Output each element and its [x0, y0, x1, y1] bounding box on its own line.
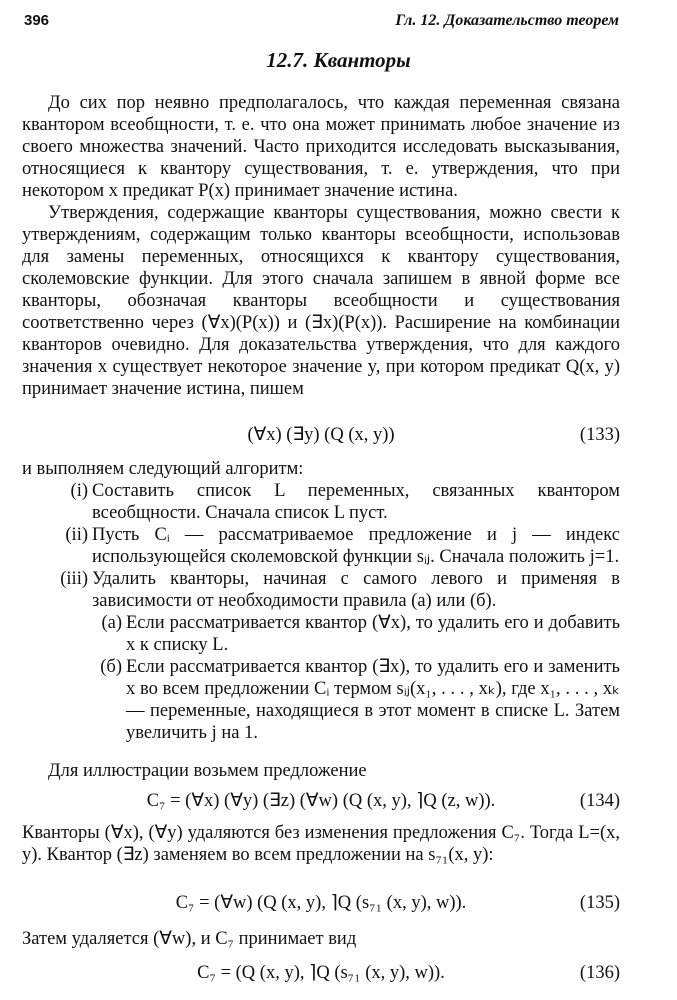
- list-item: [22, 656, 620, 744]
- equation-135-number: (135): [579, 893, 620, 913]
- step-label: (iii): [60, 569, 88, 589]
- equation-134-formula: C₇ = (∀x) (∀y) (∃z) (∀w) (Q (x, y), ⌉Q (z, w)).: [146, 791, 496, 811]
- equation-133-formula: (∀x) (∃y) (Q (x, y)): [247, 425, 395, 445]
- step-text: Составить список L переменных, связанных квантором всеобщности. Сначала список L пуст.: [92, 481, 620, 523]
- page-number: 396: [24, 12, 50, 29]
- paragraph-after-135: Затем удаляется (∀w), и C₇ принимает вид: [22, 929, 357, 949]
- list-item: [22, 524, 620, 568]
- paragraph-1: До сих пор неявно предполагалось, что каждая переменная связана квантором всеобщности, т. е. что она может принимать любое значение из своего множества значений. Часто приходится исследовать высказывания, относящиеся к квантору существования, т. е. утверждения, что при некотором x предикат P(x) принимает значение истина.: [22, 93, 620, 201]
- page-header: [24, 10, 619, 34]
- equation-136-formula: C₇ = (Q (x, y), ⌉Q (s₇₁ (x, y), w)).: [197, 963, 445, 983]
- equation-134-number: (134): [579, 791, 620, 811]
- step-label: (ii): [65, 525, 88, 545]
- section-title: 12.7. Кванторы: [266, 48, 411, 72]
- paragraph-2: Утверждения, содержащие кванторы существования, можно свести к утверждениям, содержащим только кванторы всеобщности, использовав для замены переменных, относящихся к квантору существования, сколемовские функции. Для этого сначала запишем в явной форме все кванторы, обозначая кванторы всеобщности и существования соответственно через (∀x)(P(x)) и (∃x)(P(x)). Расширение на комбинации кванторов очевидно. Для доказательства утверждения, что для каждого значения x существует некоторое значение y, при котором предикат Q(x, y) принимает значение истина, пишем: [22, 203, 620, 399]
- step-label: (i): [70, 481, 88, 501]
- substep-text: Если рассматривается квантор (∃x), то удалить его и заменить x во всем предложении Cᵢ термом sᵢⱼ(x₁, . . . , xₖ), где x₁, . . . , xₖ — переменные, находящиеся в этот момент в списке L. Затем увеличить j на 1.: [126, 657, 620, 743]
- list-item: [22, 568, 620, 612]
- algorithm-block: [22, 458, 620, 744]
- running-title: Гл. 12. Доказательство теорем: [395, 12, 619, 29]
- illustration-intro-block: [22, 760, 620, 782]
- equation-136-number: (136): [579, 963, 620, 983]
- illustration-intro: Для иллюстрации возьмем предложение: [48, 761, 367, 781]
- algorithm-intro: и выполняем следующий алгоритм:: [22, 459, 304, 479]
- substep-label: (а): [101, 613, 122, 633]
- intro-text: [22, 92, 620, 400]
- paragraph-after-135-block: [22, 928, 620, 950]
- substep-text: Если рассматривается квантор (∀x), то удалить его и добавить x к списку L.: [126, 613, 620, 655]
- paragraph-after-134: Кванторы (∀x), (∀y) удаляются без изменения предложения C₇. Тогда L=(x, y). Квантор (∃z) заменяем во всем предложении на s₇₁(x, y):: [22, 823, 620, 865]
- paragraph-after-134-block: [22, 822, 620, 866]
- list-item: [22, 612, 620, 656]
- list-item: [22, 480, 620, 524]
- equation-135-formula: C₇ = (∀w) (Q (x, y), ⌉Q (s₇₁ (x, y), w)).: [175, 893, 467, 913]
- step-text: Пусть Cᵢ — рассматриваемое предложение и j — индекс использующейся сколемовской функции sᵢⱼ. Сначала положить j=1.: [92, 525, 620, 567]
- algorithm-steps: [22, 480, 620, 744]
- equation-133-number: (133): [579, 425, 620, 445]
- step-text: Удалить кванторы, начиная с самого левого и применяя в зависимости от необходимости правила (а) или (б).: [92, 569, 620, 611]
- substep-label: (б): [100, 657, 122, 677]
